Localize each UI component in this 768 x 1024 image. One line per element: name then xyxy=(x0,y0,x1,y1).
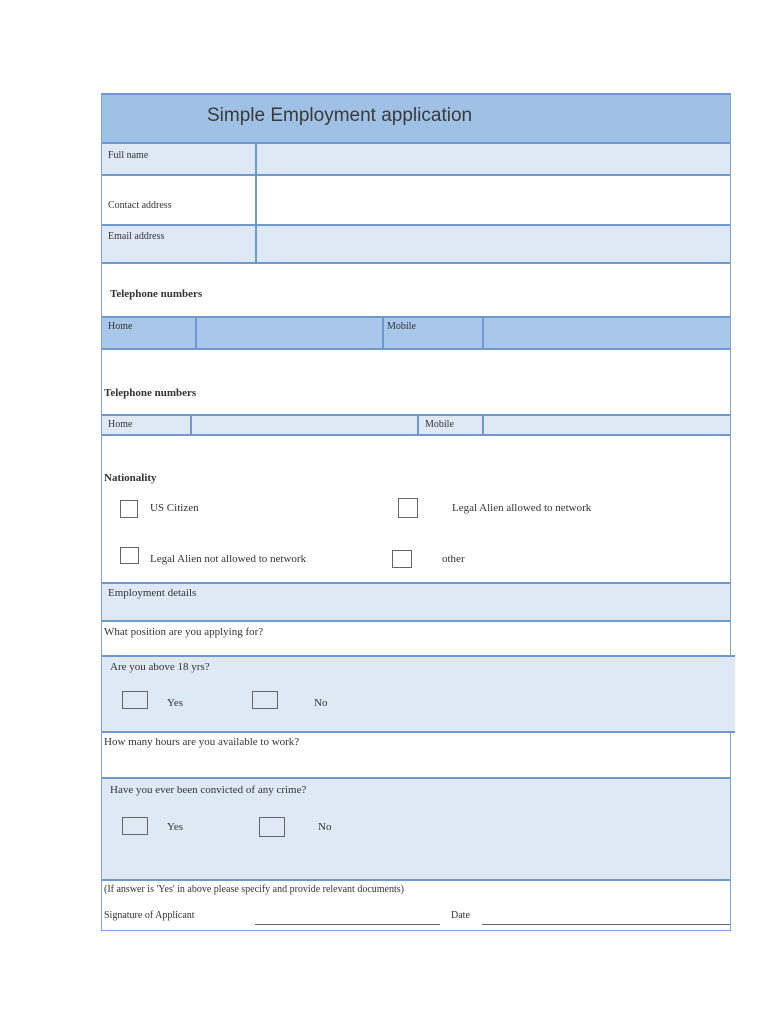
other-checkbox[interactable] xyxy=(392,550,412,568)
hours-question: How many hours are you available to work? xyxy=(104,736,300,748)
tel-divider-2c xyxy=(482,416,484,434)
tel-divider-2a xyxy=(190,416,192,434)
tel-divider-1a xyxy=(195,318,197,348)
employment-details-row xyxy=(102,582,730,622)
crime-yes-checkbox[interactable] xyxy=(122,817,148,835)
crime-note: (If answer is 'Yes' in above please specify and provide relevant documents) xyxy=(104,884,404,895)
us-citizen-checkbox[interactable] xyxy=(120,500,138,518)
telephone-mobile-label-2: Mobile xyxy=(425,419,454,430)
age-no-checkbox[interactable] xyxy=(252,691,278,709)
telephone-mobile-field-2[interactable] xyxy=(484,416,730,434)
full-name-label: Full name xyxy=(108,150,149,161)
full-name-row xyxy=(102,144,730,176)
us-citizen-label: US Citizen xyxy=(150,502,199,514)
age-no-label: No xyxy=(314,697,328,709)
age-yes-checkbox[interactable] xyxy=(122,691,148,709)
contact-address-field[interactable] xyxy=(257,176,730,224)
date-label: Date xyxy=(451,910,470,921)
full-name-field[interactable] xyxy=(257,144,730,174)
tel-divider-1b xyxy=(382,318,384,348)
age-question-box xyxy=(102,655,735,733)
email-address-field[interactable] xyxy=(257,226,730,262)
telephone-heading-2: Telephone numbers xyxy=(104,387,197,399)
legal-alien-not-allowed-label: Legal Alien not allowed to network xyxy=(150,553,307,565)
email-address-label: Email address xyxy=(108,231,165,242)
employment-application-form xyxy=(101,93,731,931)
telephone-section-1 xyxy=(102,264,730,316)
age-question: Are you above 18 yrs? xyxy=(110,661,210,673)
telephone-heading-1: Telephone numbers xyxy=(110,288,203,300)
crime-question-box xyxy=(102,777,730,881)
employment-details-heading: Employment details xyxy=(108,587,197,599)
telephone-mobile-field-1[interactable] xyxy=(484,318,730,348)
telephone-home-field-1[interactable] xyxy=(197,318,382,348)
telephone-mobile-label-1: Mobile xyxy=(387,321,416,332)
crime-no-checkbox[interactable] xyxy=(259,817,285,837)
contact-address-row xyxy=(102,176,730,226)
nationality-heading: Nationality xyxy=(104,472,157,484)
signature-line[interactable] xyxy=(255,924,440,925)
form-title: Simple Employment application xyxy=(207,105,473,126)
form-title-bar xyxy=(102,93,730,144)
telephone-row-1 xyxy=(102,316,730,350)
tel-divider-1c xyxy=(482,318,484,348)
other-label: other xyxy=(442,553,465,565)
crime-no-label: No xyxy=(318,821,332,833)
label-column-divider xyxy=(255,144,257,264)
crime-yes-label: Yes xyxy=(167,821,184,833)
date-line[interactable] xyxy=(482,924,730,925)
telephone-row-2 xyxy=(102,414,730,436)
telephone-home-field-2[interactable] xyxy=(195,416,415,434)
signature-label: Signature of Applicant xyxy=(104,910,195,921)
email-address-row xyxy=(102,226,730,264)
tel-divider-2b xyxy=(417,416,419,434)
telephone-home-label-2: Home xyxy=(108,419,133,430)
position-question: What position are you applying for? xyxy=(104,626,264,638)
age-yes-label: Yes xyxy=(167,697,184,709)
telephone-home-label-1: Home xyxy=(108,321,133,332)
legal-alien-allowed-checkbox[interactable] xyxy=(398,498,418,518)
legal-alien-not-allowed-checkbox[interactable] xyxy=(120,547,139,564)
crime-question: Have you ever been convicted of any crime? xyxy=(110,784,307,796)
contact-address-label: Contact address xyxy=(108,200,172,211)
legal-alien-allowed-label: Legal Alien allowed to network xyxy=(452,502,592,514)
